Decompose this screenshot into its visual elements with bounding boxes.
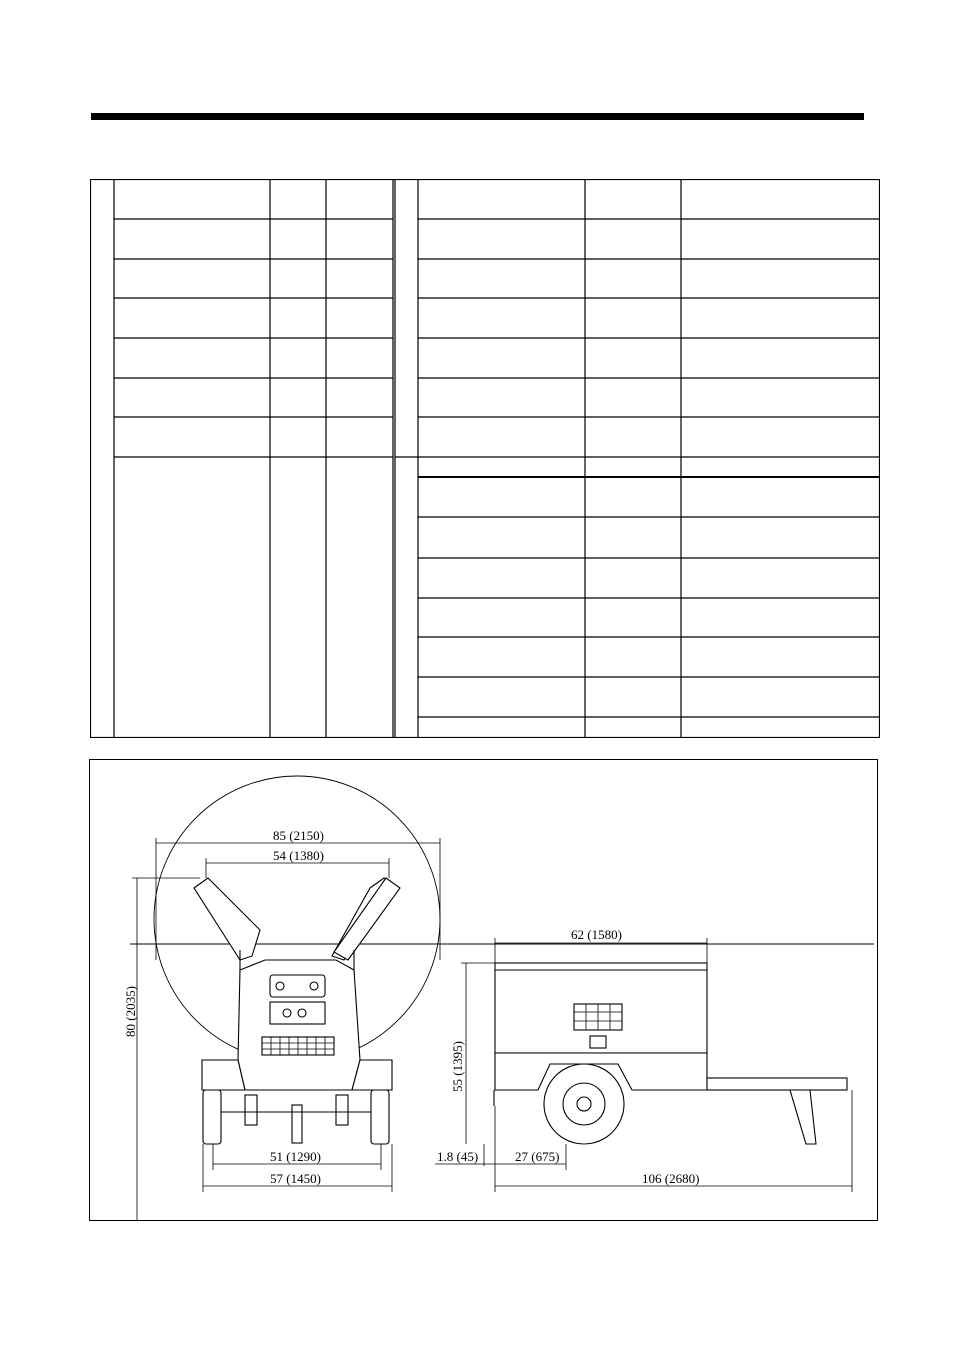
dim-outer-width: 57 (1450) — [270, 1171, 321, 1186]
table-outer-border — [91, 180, 880, 738]
dim-axle-offset: 27 (675) — [515, 1149, 560, 1164]
side-view — [494, 963, 847, 1144]
header-rule — [91, 113, 864, 120]
dim-overall-width: 85 (2150) — [273, 828, 324, 843]
dim-upper-width: 54 (1380) — [273, 848, 324, 863]
specification-table-grid — [90, 179, 880, 738]
dim-body-height: 55 (1395) — [450, 1041, 465, 1092]
specification-table — [90, 179, 880, 738]
dim-track-width: 51 (1290) — [270, 1149, 321, 1164]
dim-body-length: 62 (1580) — [571, 927, 622, 942]
dimension-drawing-frame — [89, 759, 878, 1221]
dim-front-height: 80 (2035) — [123, 986, 138, 1037]
dim-overall-length: 106 (2680) — [642, 1171, 700, 1186]
dimension-drawing — [90, 760, 877, 1220]
dim-ground-clearance: 1.8 (45) — [437, 1149, 479, 1164]
